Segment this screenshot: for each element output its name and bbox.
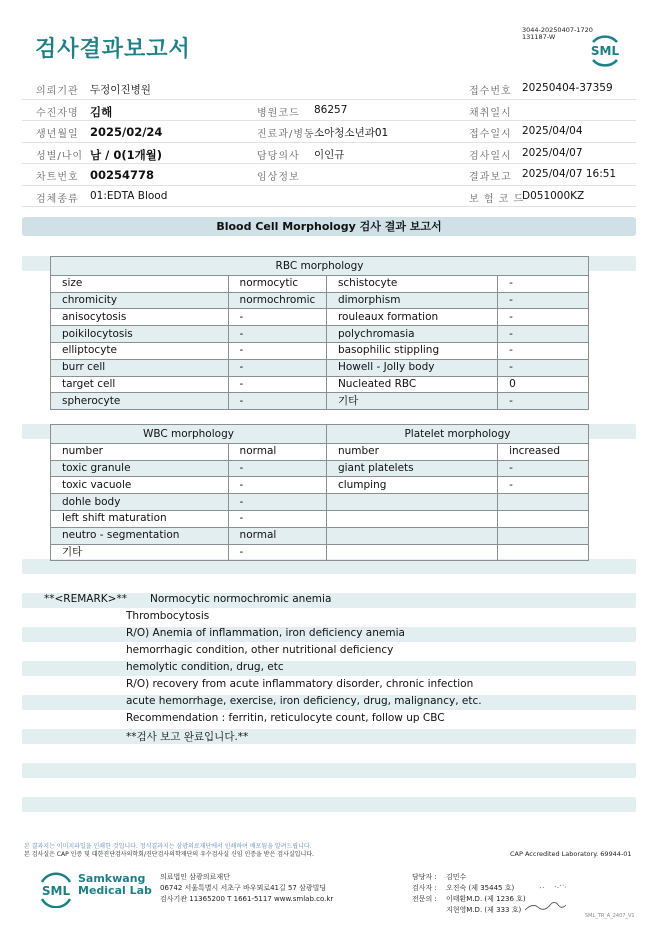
finding-name: chromicity <box>51 292 229 309</box>
finding-value: normal <box>228 527 326 544</box>
finding-value: - <box>228 510 326 527</box>
finding-name: giant platelets <box>326 460 497 477</box>
finding-name: poikilocytosis <box>51 326 229 343</box>
finding-name: size <box>51 275 229 292</box>
finding-name: rouleaux formation <box>326 309 497 326</box>
cap-accreditation: CAP Accredited Laboratory. 69944-01 <box>510 850 632 858</box>
remark-line: acute hemorrhage, exercise, iron deficiency, drug, malignancy, etc. <box>126 695 482 707</box>
finding-name: toxic vacuole <box>51 477 229 494</box>
remark-line: R/O) recovery from acute inflammatory disorder, chronic infection <box>126 678 474 690</box>
table-row <box>51 376 589 393</box>
staff-entry <box>412 883 526 894</box>
info-value: 김해 <box>90 104 113 119</box>
table-row <box>51 275 589 292</box>
table-row <box>51 359 589 376</box>
finding-value: normal <box>228 443 326 460</box>
finding-value <box>498 494 589 511</box>
finding-value: - <box>228 376 326 393</box>
table-row <box>51 494 589 511</box>
info-row <box>22 164 636 186</box>
info-label: 채취일시 <box>469 107 512 119</box>
staff-role: 담당자 : <box>412 873 437 881</box>
platelet-header: Platelet morphology <box>326 425 588 444</box>
info-row <box>22 143 636 165</box>
info-value: 두정이진병원 <box>90 84 151 96</box>
info-label: 병원코드 <box>257 107 300 119</box>
image-notice: 본 결과지는 이미지파일을 인쇄한 것입니다. 정식결과지는 삼광의료재단에서 인쇄하여 배포됨을 알려드립니다. <box>24 843 312 850</box>
staff-list <box>412 872 526 916</box>
org-name: 의료법인 삼광의료재단 <box>160 873 230 881</box>
info-label: 수진자명 <box>36 107 79 119</box>
wbc-header: WBC morphology <box>51 425 327 444</box>
document-id <box>522 27 593 41</box>
finding-name: burr cell <box>51 359 229 376</box>
staff-entry <box>412 905 526 916</box>
footer-logo-text: SML <box>41 884 71 898</box>
info-value: 01:EDTA Blood <box>90 189 168 202</box>
address: 06742 서울특별시 서초구 바우뫼로41길 57 삼광빌딩 <box>160 884 327 892</box>
brand-line2: Medical Lab <box>78 884 152 897</box>
remark-line: Normocytic normochromic anemia <box>150 593 332 605</box>
table-row <box>51 326 589 343</box>
finding-name <box>326 494 497 511</box>
table-row <box>51 342 589 359</box>
remark-line: Thrombocytosis <box>126 610 210 622</box>
staff-name: 오진숙 (제 35445 호) <box>446 884 515 892</box>
finding-value <box>498 544 589 561</box>
info-value: 2025/04/07 16:51 <box>522 168 617 180</box>
remark-line: hemorrhagic condition, other nutritional deficiency <box>126 644 394 656</box>
finding-value: increased <box>498 443 589 460</box>
staff-name: 김민수 <box>446 873 467 881</box>
info-label: 보 험 코 드 <box>469 193 525 205</box>
table-row <box>51 510 589 527</box>
finding-name: number <box>51 443 229 460</box>
info-label: 검사일시 <box>469 150 512 162</box>
finding-name: elliptocyte <box>51 342 229 359</box>
info-label: 접수번호 <box>469 86 512 97</box>
finding-value: - <box>228 342 326 359</box>
sml-logo-icon <box>585 33 625 69</box>
info-label: 담당의사 <box>257 150 300 162</box>
remark-line: hemolytic condition, drug, etc <box>126 661 284 673</box>
logo-text: SML <box>590 44 620 58</box>
remark-line: R/O) Anemia of inflammation, iron deficiency anemia <box>126 627 405 639</box>
staff-role: 검사자 : <box>412 884 437 892</box>
form-version: SML_TR_A_2407_V1 <box>585 913 635 919</box>
finding-value: - <box>228 393 326 410</box>
info-value: 86257 <box>314 103 348 116</box>
finding-value: normochromic <box>228 292 326 309</box>
finding-name: 기타 <box>51 544 229 561</box>
finding-value: - <box>498 477 589 494</box>
info-value: 2025/04/07 <box>522 146 583 159</box>
finding-value: - <box>498 359 589 376</box>
table-row <box>51 527 589 544</box>
finding-value: - <box>228 460 326 477</box>
finding-value: - <box>498 292 589 309</box>
table-row <box>51 443 589 460</box>
remark-line: **검사 보고 완료입니다.** <box>126 731 249 743</box>
finding-name: toxic granule <box>51 460 229 477</box>
finding-name: dimorphism <box>326 292 497 309</box>
finding-name <box>326 510 497 527</box>
info-value: 2025/02/24 <box>90 125 163 139</box>
staff-entry <box>412 872 526 883</box>
report-title: 검사결과보고서 <box>35 37 191 62</box>
finding-name: Howell - Jolly body <box>326 359 497 376</box>
patient-info <box>22 78 636 207</box>
info-value: 00254778 <box>90 168 155 182</box>
table-row <box>51 393 589 410</box>
remark-label: **<REMARK>** <box>44 593 127 605</box>
finding-name: left shift maturation <box>51 510 229 527</box>
info-value: 이인규 <box>314 148 345 161</box>
info-value: 소아청소년과01 <box>314 127 389 139</box>
finding-value: - <box>228 494 326 511</box>
finding-value: normocytic <box>228 275 326 292</box>
finding-value: - <box>228 309 326 326</box>
staff-role: 전문의 : <box>412 895 437 903</box>
table-row <box>51 477 589 494</box>
finding-name <box>326 527 497 544</box>
document-id-line2: 131187-W <box>522 33 556 41</box>
finding-name: spherocyte <box>51 393 229 410</box>
contact: 검사기관 11365200 T 1661-5117 www.smlab.co.kr <box>160 895 334 903</box>
accreditation-notice: 본 검사실은 CAP 인증 및 대한진단검사의학회/진단검사의학재단의 우수검사실 신임 인증을 받은 검사실입니다. <box>24 851 314 858</box>
remark-line: Recommendation : ferritin, reticulocyte count, follow up CBC <box>126 712 445 724</box>
finding-value: - <box>498 342 589 359</box>
info-row <box>22 121 636 143</box>
finding-value: - <box>498 393 589 410</box>
finding-name: target cell <box>51 376 229 393</box>
finding-name: 기타 <box>326 393 497 410</box>
finding-name: number <box>326 443 497 460</box>
finding-value: - <box>228 326 326 343</box>
finding-name: neutro - segmentation <box>51 527 229 544</box>
table-row <box>51 292 589 309</box>
finding-value: - <box>498 326 589 343</box>
table-row <box>51 460 589 477</box>
info-value: 2025/04/04 <box>522 125 583 137</box>
info-label: 결과보고 <box>469 172 512 183</box>
info-value: D051000KZ <box>522 189 585 202</box>
finding-name: anisocytosis <box>51 309 229 326</box>
finding-name: dohle body <box>51 494 229 511</box>
info-label: 의뢰기관 <box>36 86 79 97</box>
finding-value: - <box>498 275 589 292</box>
finding-value: - <box>228 359 326 376</box>
info-row <box>22 186 636 208</box>
finding-name: schistocyte <box>326 275 497 292</box>
info-label: 진료과/병동 <box>257 129 315 140</box>
info-row <box>22 100 636 122</box>
finding-value: 0 <box>498 376 589 393</box>
info-label: 접수일시 <box>469 129 512 140</box>
finding-value: - <box>228 477 326 494</box>
finding-value: - <box>228 544 326 561</box>
info-label: 생년월일 <box>36 129 79 140</box>
finding-name: basophilic stippling <box>326 342 497 359</box>
info-row <box>22 78 636 100</box>
brand-name <box>78 873 152 897</box>
staff-name: 지현영M.D. (제 333 호) <box>446 906 522 914</box>
finding-value: - <box>498 460 589 477</box>
table-row <box>51 309 589 326</box>
finding-value: - <box>498 309 589 326</box>
table-row <box>51 544 589 561</box>
info-label: 차트번호 <box>36 172 79 183</box>
finding-name <box>326 544 497 561</box>
sml-footer-logo-icon <box>36 872 76 908</box>
rbc-morphology-table <box>50 256 589 410</box>
lab-address <box>160 872 333 905</box>
wbc-platelet-morphology-table <box>50 424 589 561</box>
document-id-line1: 3044-20250407-1720 <box>522 26 593 34</box>
info-label: 임상정보 <box>257 172 300 183</box>
brand-line1: Samkwang <box>78 872 146 885</box>
finding-name: Nucleated RBC <box>326 376 497 393</box>
staff-entry <box>412 894 526 905</box>
rbc-header: RBC morphology <box>51 257 589 276</box>
finding-name: clumping <box>326 477 497 494</box>
finding-value <box>498 510 589 527</box>
staff-name: 이태환M.D. (제 1236 호) <box>446 895 526 903</box>
section-title: Blood Cell Morphology 검사 결과 보고서 <box>22 217 636 236</box>
info-label: 성별/나이 <box>36 150 84 162</box>
info-label: 검체종류 <box>36 193 79 205</box>
finding-value <box>498 527 589 544</box>
info-value: 20250404-37359 <box>522 82 613 94</box>
finding-name: polychromasia <box>326 326 497 343</box>
signature-icon <box>520 880 590 920</box>
info-value: 남 / 0(1개월) <box>90 147 163 162</box>
